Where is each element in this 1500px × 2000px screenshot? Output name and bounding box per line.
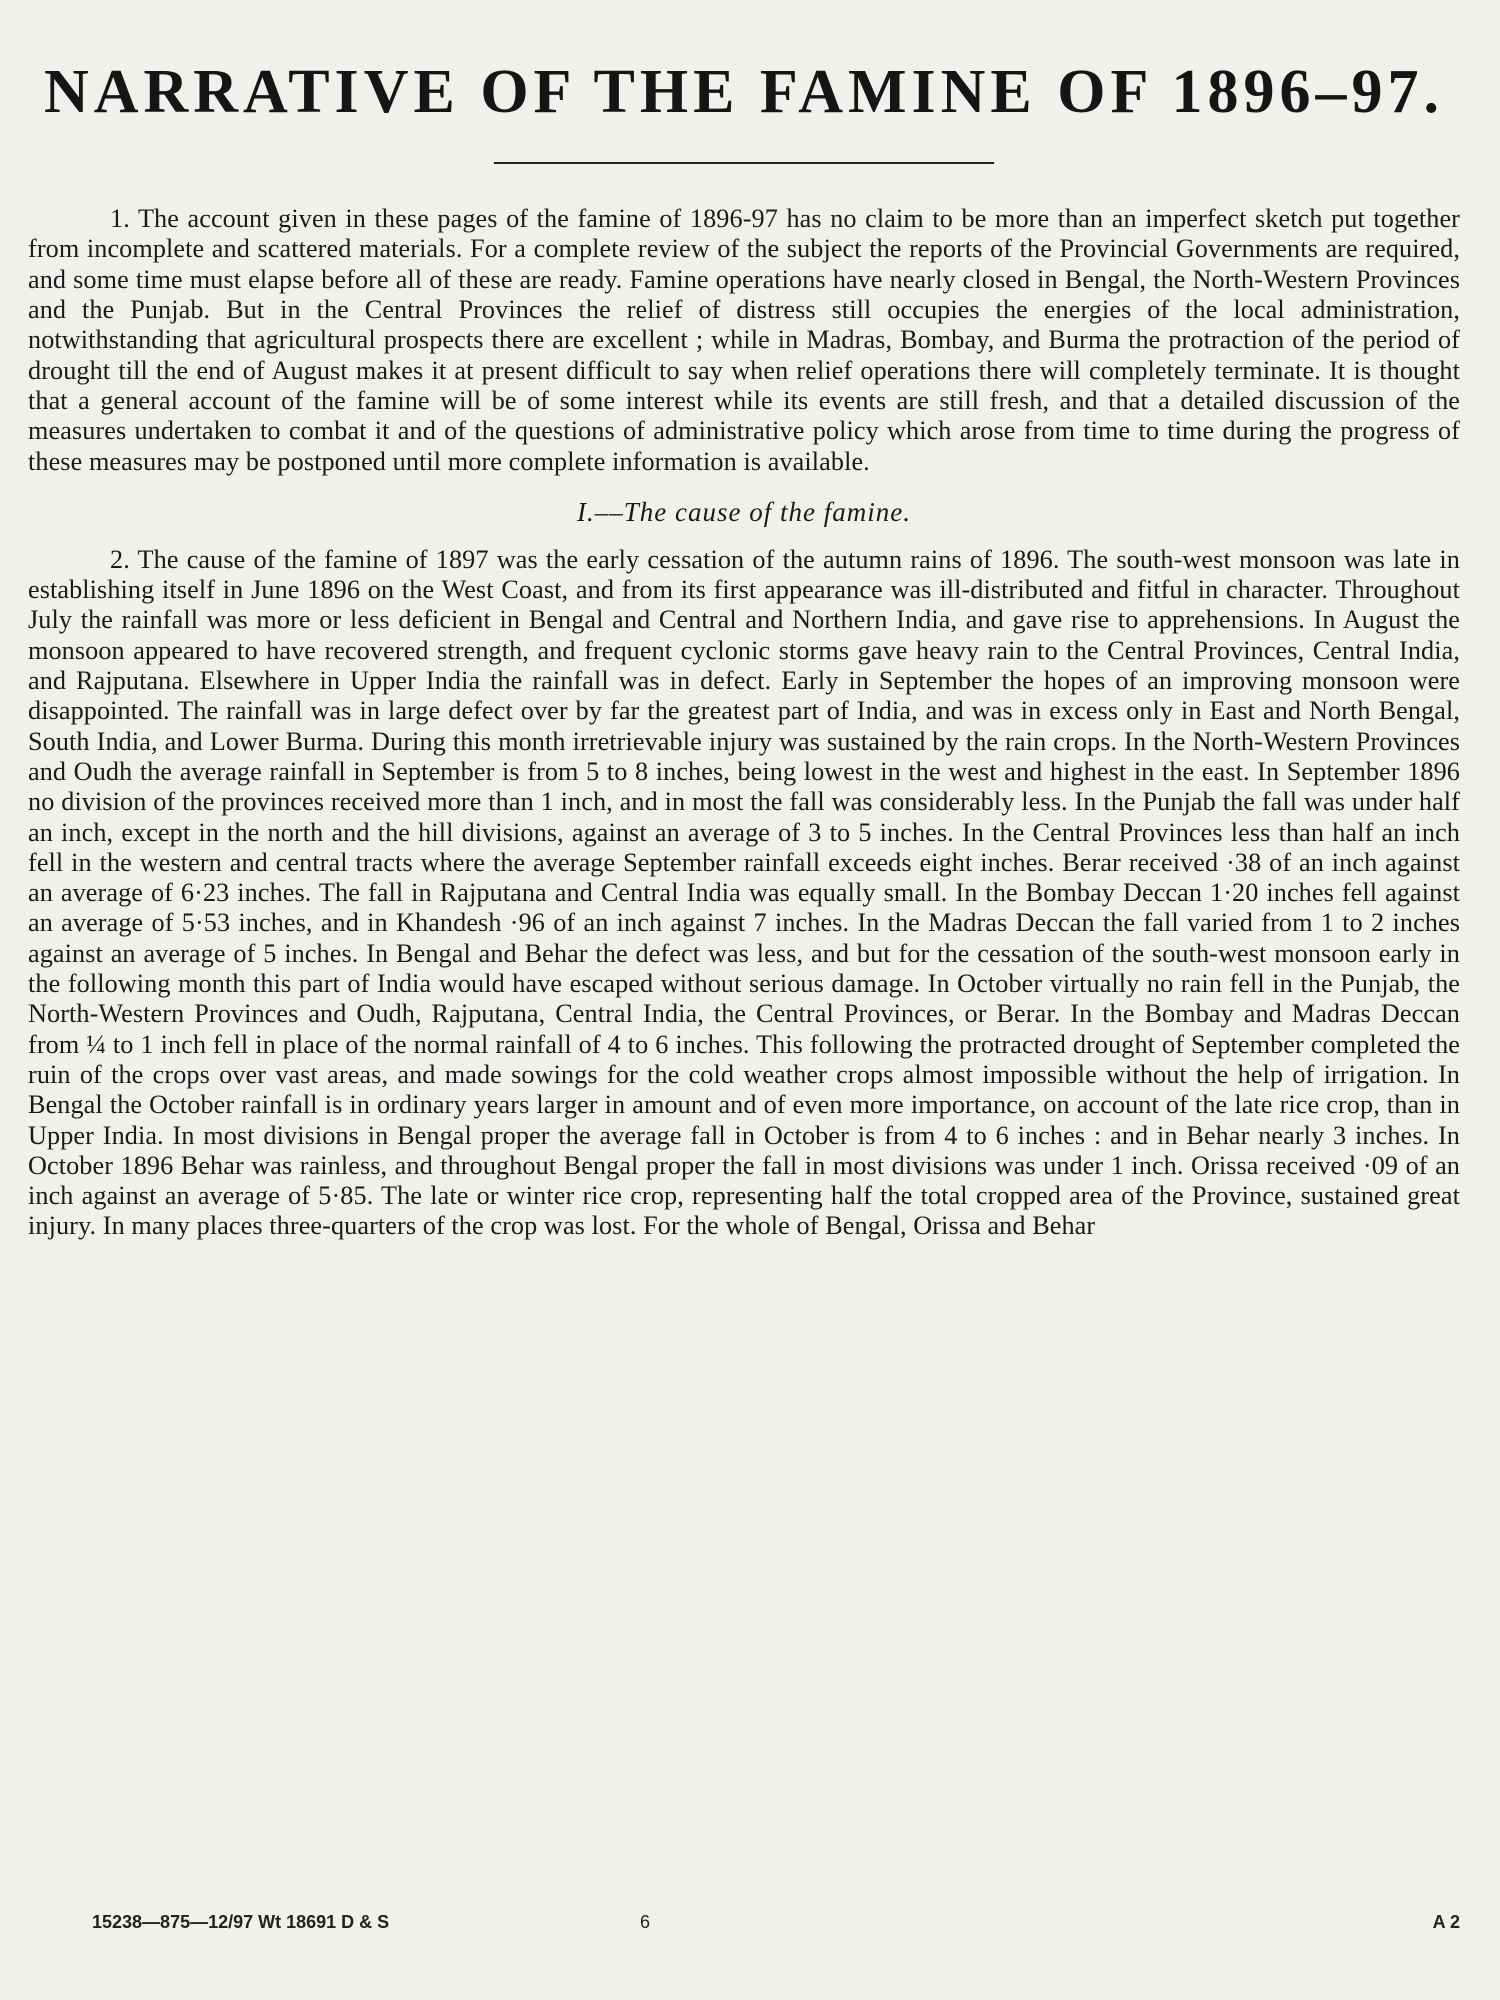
page-number: 6 <box>640 1912 651 1932</box>
paragraph-1-number: 1. <box>110 204 130 234</box>
paragraph-1-text: The account given in these pages of the famine of 1896-97 has no claim to be more than an imperfect sketch put together from incomplete and scattered materials. For a complete review of the subject the reports of the Provincial Governments are required, and some time must elapse before all of these are ready. Famine operations have nearly closed in Bengal, the North-Western Provinces and the Punjab. But in the Central Provinces the relief of distress still occupies the energies of the local administration, notwithstanding that agricultural prospects there are excellent ; while in Madras, Bombay, and Burma the protraction of the period of drought till the end of August makes it at present difficult to say when relief operations there will completely terminate. It is thought that a general account of the famine will be of some interest while its events are still fresh, and that a detailed discussion of the measures undertaken to combat it and of the questions of administrative policy which arose from time to time during the progress of these measures may be postponed until more complete information is available. <box>28 204 1460 476</box>
paragraph-1 <box>28 204 1460 477</box>
page-title: NARRATIVE OF THE FAMINE OF 1896–97. <box>43 58 1445 126</box>
signature-mark: A 2 <box>1432 1912 1460 1932</box>
section-heading: I.––The cause of the famine. <box>577 496 911 527</box>
title-divider <box>494 162 994 164</box>
paragraph-2 <box>28 545 1460 1242</box>
paragraph-2-text: The cause of the famine of 1897 was the early cessation of the autumn rains of 1896. The south-west monsoon was late in establishing itself in June 1896 on the West Coast, and from its first appearance was ill-distributed and fitful in character. Throughout July the rainfall was more or less deficient in Bengal and Central and Northern India, and gave rise to apprehensions. In August the monsoon appeared to have recovered strength, and frequent cyclonic storms gave heavy rain to the Central Provinces, Central India, and Rajputana. Elsewhere in Upper India the rainfall was in defect. Early in September the hopes of an improving monsoon were disappointed. The rainfall was in large defect over by far the greatest part of India, and was in excess only in East and North Bengal, South India, and Lower Burma. During this month irretrievable injury was sustained by the rain crops. In the North-Western Provinces and Oudh the average rainfall in September is from 5 to 8 inches, being lowest in the west and highest in the east. In September 1896 no division of the provinces received more than 1 inch, and in most the fall was considerably less. In the Punjab the fall was under half an inch, except in the north and the hill divisions, against an average of 3 to 5 inches. In the Central Provinces less than half an inch fell in the western and central tracts where the average September rainfall exceeds eight inches. Berar received ·38 of an inch against an average of 6·23 inches. The fall in Rajputana and Central India was equally small. In the Bombay Deccan 1·20 inches fell against an average of 5·53 inches, and in Khandesh ·96 of an inch against 7 inches. In the Madras Deccan the fall varied from 1 to 2 inches against an average of 5 inches. In Bengal and Behar the defect was less, and but for the cessation of the south-west monsoon early in the following month this part of India would have escaped without serious damage. In October virtually no rain fell in the Punjab, the North-Western Provinces and Oudh, Rajputana, Central India, the Central Provinces, or Berar. In the Bombay and Madras Deccan from ¼ to 1 inch fell in place of the normal rainfall of 4 to 6 inches. This following the protracted drought of September completed the ruin of the crops over vast areas, and made sowings for the cold weather crops almost impossible without the help of irrigation. In Bengal the October rainfall is in ordinary years larger in amount and of even more importance, on account of the late rice crop, than in Upper India. In most divisions in Bengal proper the average fall in October is from 4 to 6 inches : and in Behar nearly 3 inches. In October 1896 Behar was rainless, and throughout Bengal proper the fall in most divisions was under 1 inch. Orissa received ·09 of an inch against an average of 5·85. The late or winter rice crop, representing half the total cropped area of the Province, sustained great injury. In many places three-quarters of the crop was lost. For the whole of Bengal, Orissa and Behar <box>28 544 1460 1241</box>
paragraph-2-number: 2. <box>110 544 130 574</box>
print-code: 15238—875—12/97 Wt 18691 D & S <box>92 1912 390 1932</box>
